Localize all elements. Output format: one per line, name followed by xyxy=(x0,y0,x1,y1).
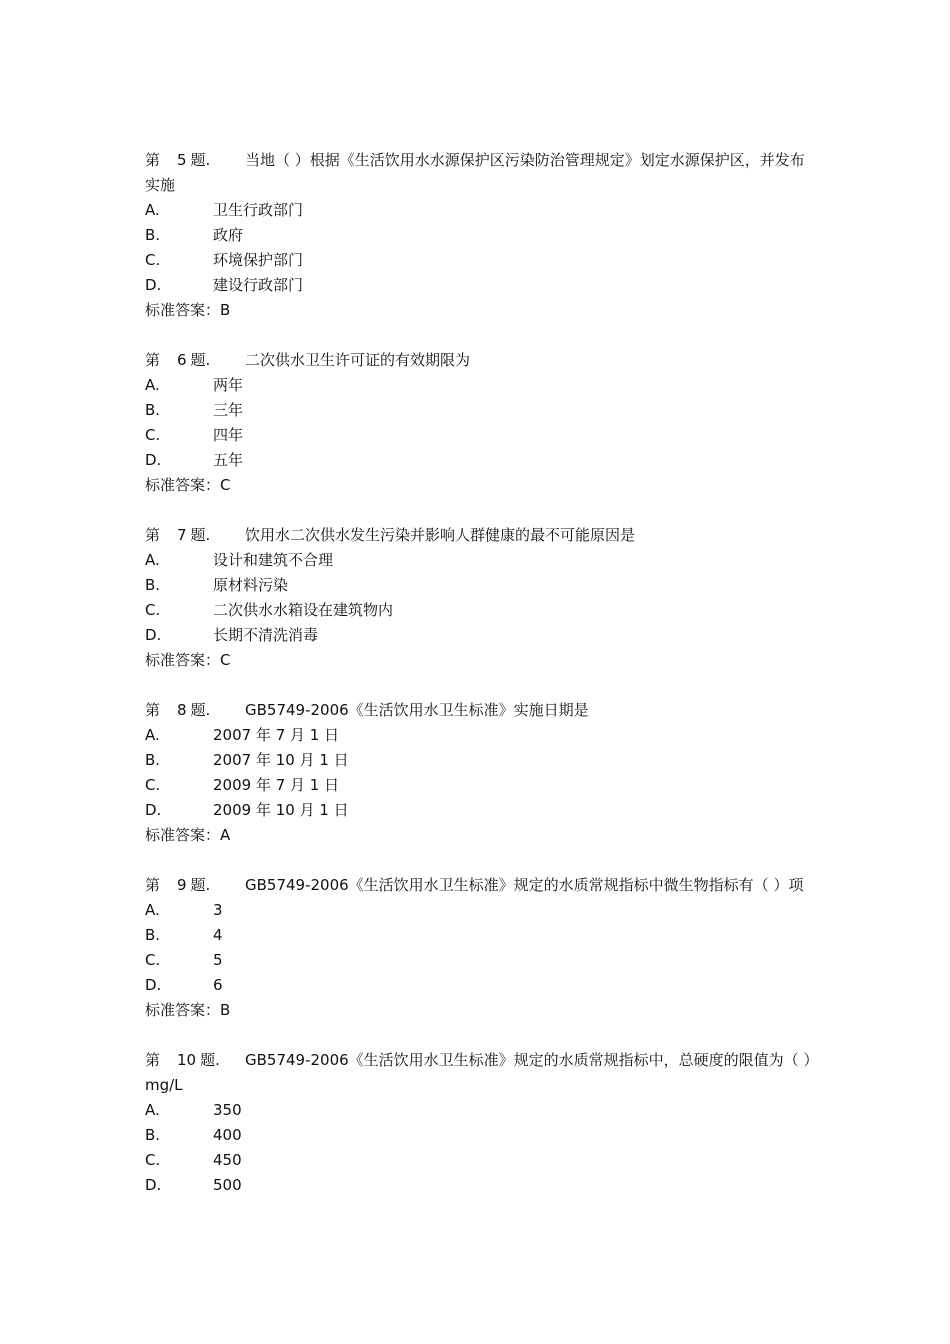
question-text: GB5749-2006《生活饮用水卫生标准》实施日期是 xyxy=(245,701,589,719)
standard-answer xyxy=(145,823,815,848)
option-text: 3 xyxy=(213,901,223,919)
option-text: 500 xyxy=(213,1176,242,1194)
option-text: 设计和建筑不合理 xyxy=(213,551,334,569)
option-c xyxy=(145,598,815,623)
option-text: 400 xyxy=(213,1126,242,1144)
answer-prefix: 标准答案： xyxy=(145,826,221,844)
question-number: 9 xyxy=(177,876,187,894)
standard-answer xyxy=(145,648,815,673)
question-prefix: 第 xyxy=(145,701,161,719)
option-text: 2007 年 10 月 1 日 xyxy=(213,751,349,769)
question-8 xyxy=(145,698,815,848)
standard-answer xyxy=(145,998,815,1023)
option-letter: B. xyxy=(145,1126,161,1144)
option-letter: B. xyxy=(145,226,161,244)
option-c xyxy=(145,248,815,273)
option-letter: B. xyxy=(145,751,161,769)
option-text: 政府 xyxy=(213,226,244,244)
question-text: GB5749-2006《生活饮用水卫生标准》规定的水质常规指标中，总硬度的限值为（ ）mg/L xyxy=(145,1051,811,1094)
answer-prefix: 标准答案： xyxy=(145,476,221,494)
option-d xyxy=(145,1173,815,1198)
question-suffix: 题. xyxy=(190,151,211,169)
option-a xyxy=(145,548,815,573)
answer-prefix: 标准答案： xyxy=(145,1001,221,1019)
option-text: 卫生行政部门 xyxy=(213,201,304,219)
option-d xyxy=(145,973,815,998)
option-letter: D. xyxy=(145,976,162,994)
question-number: 5 xyxy=(177,151,187,169)
question-stem xyxy=(145,148,815,198)
option-text: 五年 xyxy=(213,451,244,469)
standard-answer xyxy=(145,298,815,323)
option-letter: C. xyxy=(145,251,161,269)
option-letter: D. xyxy=(145,1176,162,1194)
question-prefix: 第 xyxy=(145,526,161,544)
question-prefix: 第 xyxy=(145,1051,161,1069)
option-text: 6 xyxy=(213,976,223,994)
option-text: 4 xyxy=(213,926,223,944)
option-text: 2009 年 7 月 1 日 xyxy=(213,776,340,794)
question-7 xyxy=(145,523,815,673)
option-letter: A. xyxy=(145,551,160,569)
option-text: 2007 年 7 月 1 日 xyxy=(213,726,340,744)
question-prefix: 第 xyxy=(145,151,161,169)
answer-value: C xyxy=(220,476,231,494)
option-letter: D. xyxy=(145,626,162,644)
question-prefix: 第 xyxy=(145,351,161,369)
option-b xyxy=(145,1123,815,1148)
question-10 xyxy=(145,1048,815,1198)
question-number-label xyxy=(145,1048,245,1073)
question-number-label xyxy=(145,148,245,173)
option-c xyxy=(145,773,815,798)
question-stem xyxy=(145,523,815,548)
option-a xyxy=(145,373,815,398)
option-d xyxy=(145,798,815,823)
option-letter: A. xyxy=(145,901,160,919)
standard-answer xyxy=(145,473,815,498)
option-text: 四年 xyxy=(213,426,244,444)
option-text: 二次供水水箱设在建筑物内 xyxy=(213,601,394,619)
option-c xyxy=(145,423,815,448)
question-prefix: 第 xyxy=(145,876,161,894)
option-b xyxy=(145,398,815,423)
answer-value: C xyxy=(220,651,231,669)
option-a xyxy=(145,723,815,748)
question-suffix: 题. xyxy=(190,701,211,719)
question-suffix: 题. xyxy=(200,1051,220,1069)
option-text: 5 xyxy=(213,951,223,969)
option-letter: C. xyxy=(145,951,161,969)
option-text: 长期不清洗消毒 xyxy=(213,626,319,644)
option-text: 两年 xyxy=(213,376,244,394)
option-letter: A. xyxy=(145,376,160,394)
option-text: 环境保护部门 xyxy=(213,251,304,269)
question-number-label xyxy=(145,348,245,373)
question-number: 6 xyxy=(177,351,187,369)
option-b xyxy=(145,923,815,948)
option-letter: B. xyxy=(145,926,161,944)
question-9 xyxy=(145,873,815,1023)
question-number-label xyxy=(145,698,245,723)
option-text: 2009 年 10 月 1 日 xyxy=(213,801,349,819)
option-c xyxy=(145,948,815,973)
question-stem xyxy=(145,873,815,898)
question-suffix: 题. xyxy=(190,876,211,894)
option-text: 三年 xyxy=(213,401,244,419)
option-letter: A. xyxy=(145,201,160,219)
option-b xyxy=(145,223,815,248)
option-a xyxy=(145,898,815,923)
option-letter: B. xyxy=(145,576,161,594)
option-text: 350 xyxy=(213,1101,242,1119)
option-text: 建设行政部门 xyxy=(213,276,304,294)
option-a xyxy=(145,198,815,223)
option-letter: C. xyxy=(145,601,161,619)
option-letter: B. xyxy=(145,401,161,419)
question-number: 8 xyxy=(177,701,187,719)
question-number-label xyxy=(145,523,245,548)
option-b xyxy=(145,573,815,598)
answer-value: B xyxy=(220,1001,231,1019)
option-letter: D. xyxy=(145,276,162,294)
answer-prefix: 标准答案： xyxy=(145,651,221,669)
answer-value: B xyxy=(220,301,231,319)
option-d xyxy=(145,448,815,473)
option-letter: C. xyxy=(145,426,161,444)
option-letter: D. xyxy=(145,451,162,469)
question-text: 当地（ ）根据《生活饮用水水源保护区污染防治管理规定》划定水源保护区，并发布实施 xyxy=(145,151,805,194)
option-c xyxy=(145,1148,815,1173)
question-text: 饮用水二次供水发生污染并影响人群健康的最不可能原因是 xyxy=(245,526,636,544)
option-d xyxy=(145,273,815,298)
question-5 xyxy=(145,148,815,323)
option-text: 原材料污染 xyxy=(213,576,289,594)
question-number: 10 xyxy=(177,1051,197,1069)
option-d xyxy=(145,623,815,648)
question-suffix: 题. xyxy=(190,526,211,544)
option-text: 450 xyxy=(213,1151,242,1169)
question-6 xyxy=(145,348,815,498)
option-letter: A. xyxy=(145,1101,160,1119)
option-letter: C. xyxy=(145,1151,161,1169)
question-number-label xyxy=(145,873,245,898)
document-page xyxy=(145,148,815,1223)
question-text: GB5749-2006《生活饮用水卫生标准》规定的水质常规指标中微生物指标有（ ）项 xyxy=(245,876,804,894)
option-b xyxy=(145,748,815,773)
question-stem xyxy=(145,1048,815,1098)
question-text: 二次供水卫生许可证的有效期限为 xyxy=(245,351,471,369)
answer-prefix: 标准答案： xyxy=(145,301,221,319)
option-letter: D. xyxy=(145,801,162,819)
question-number: 7 xyxy=(177,526,187,544)
question-stem xyxy=(145,348,815,373)
option-a xyxy=(145,1098,815,1123)
option-letter: C. xyxy=(145,776,161,794)
question-suffix: 题. xyxy=(190,351,211,369)
question-stem xyxy=(145,698,815,723)
option-letter: A. xyxy=(145,726,160,744)
answer-value: A xyxy=(220,826,231,844)
